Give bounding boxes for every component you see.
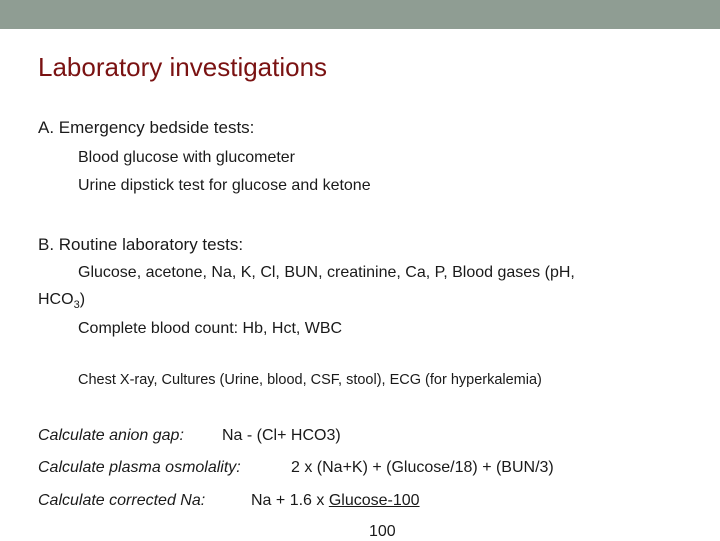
section-a-item-2: Urine dipstick test for glucose and ketone xyxy=(78,177,371,194)
hco-text: HCO xyxy=(38,291,74,308)
osmolality-label xyxy=(38,459,241,477)
section-b-heading: B. Routine laboratory tests: xyxy=(38,235,244,254)
section-a-item-1: Blood glucose with glucometer xyxy=(78,149,296,166)
section-b-item-1-continued xyxy=(38,291,85,311)
corrected-na-label-text: Calculate corrected Na: xyxy=(38,492,206,509)
section-b-item-2: Complete blood count: Hb, Hct, WBC xyxy=(78,320,343,337)
anion-gap-formula: Na - (Cl+ HCO3) xyxy=(222,427,341,444)
corrected-na-formula xyxy=(251,492,420,510)
section-b-item-1: Glucose, acetone, Na, K, Cl, BUN, creatinine, Ca, P, Blood gases (pH, xyxy=(78,264,575,281)
section-a-heading: A. Emergency bedside tests: xyxy=(38,118,255,137)
osmolality-label-text: Calculate plasma osmolality: xyxy=(38,459,241,476)
corrected-na-denominator: 100 xyxy=(369,523,396,540)
anion-gap-label xyxy=(38,427,184,445)
osmolality-formula: 2 x (Na+K) + (Glucose/18) + (BUN/3) xyxy=(291,459,554,476)
section-b-item-3: Chest X-ray, Cultures (Urine, blood, CSF, stool), ECG (for hyperkalemia) xyxy=(78,372,542,388)
anion-gap-label-text: Calculate anion gap: xyxy=(38,427,184,444)
hco-close-paren: ) xyxy=(79,291,86,308)
slide-title: Laboratory investigations xyxy=(38,52,328,82)
hco-subscript: 3 xyxy=(73,299,80,311)
corrected-na-prefix: Na + 1.6 x xyxy=(251,492,329,509)
top-bar xyxy=(0,0,720,29)
corrected-na-label xyxy=(38,492,205,510)
corrected-na-numerator: Glucose-100 xyxy=(328,492,420,509)
